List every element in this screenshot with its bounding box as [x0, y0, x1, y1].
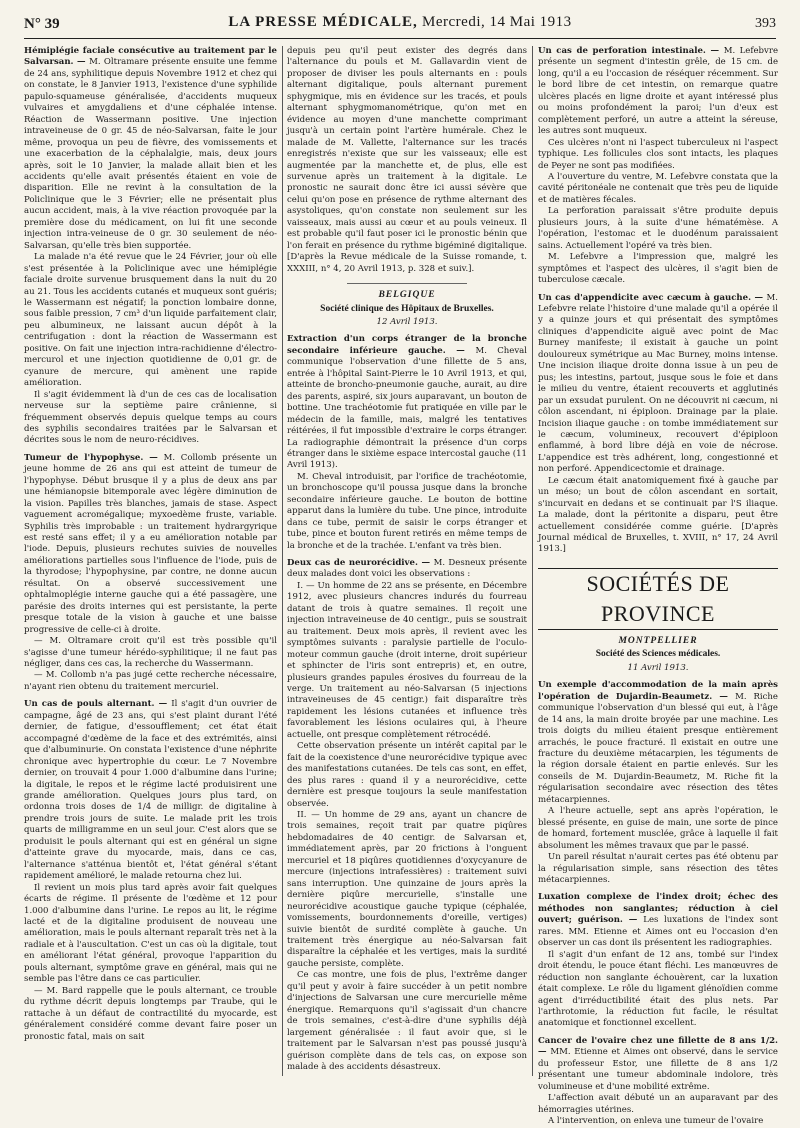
article-paragraph: Ces ulcères n'ont ni l'aspect tuberculeux ni l'aspect typhique. Les follicules clos sont intacts, les plaques de Peyer ne sont pas modifiées.	[538, 137, 778, 171]
article-paragraph: Il s'agit évidemment là d'un de ces cas de localisation nerveuse sur la septième paire crânienne, si fréquemment observés depuis quelque temps au cours des syphilis secondaires traitées par le Salvarsan et décrites sous le nom de neuro-récidives.	[24, 389, 277, 446]
article-paragraph-lead: Deux cas de neurorécidive. — M. Desneux présente deux malades dont voici les observations :	[287, 558, 527, 580]
article-paragraph: II. — Un homme de 29 ans, ayant un chancre de trois semaines, reçoit trait par quatre piqûres hebdomadaires de 40 centigr. de Salvarsan et, immédiatement après, par 20 frictions à l'onguent mercuriel et 18 piqûres quotidiennes d'oxycyanure de mercure (injections intrafessières) : traitement suivi sans interruption. Une quinzaine de jours après la dernière piqûre mercurielle, s'installe une neurorécidive acoustique gauche typique (céphalée, vomissements, bourdonnements d'oreille, vertiges) suivie bientôt de surdité complète à gauche. Un traitement très énergique au néo-Salvarsan fait disparaître la céphalée et les vertiges, mais la surdité gauche persiste, complète.	[287, 810, 527, 969]
article-paragraph: Il revient un mois plus tard après avoir fait quelques écarts de régime. Il présente de l'œdème et 12 pour 1.000 d'albumine dans l'urine. Le repos au lit, le régime lacté et de la digitaline produisent de nouveau une amélioration, mais le pouls alternant reparaît très net à la radiale et à l'auscultation. C'est un cas où la digitale, tout en améliorant l'état général, provoque l'apparition du pouls alternant, symptôme grave en général, mais qui ne semble pas l'être dans ce cas particulier.	[24, 882, 277, 985]
article-paragraph: — M. Bard rappelle que le pouls alternant, ce trouble du rythme décrit depuis longtemps par Traube, qui le rattache à un défaut de contractilité du myocarde, est généralement considéré comme devant faire poser un pronostic fatal, mais on sait	[24, 985, 277, 1042]
article-paragraph: A l'heure actuelle, sept ans après l'opération, le blessé présente, en guise de main, une sorte de pince de homard, fortement musclée, grâce à laquelle il fait absolument les mêmes travaux que par le passé.	[538, 806, 778, 851]
article-paragraph: Un pareil résultat n'aurait certes pas été obtenu par la régularisation simple, sans résection des têtes métacarpiennes.	[538, 852, 778, 885]
article-paragraph: A l'intervention, on enleva une tumeur de l'ovaire	[548, 1116, 764, 1127]
article-title: Tumeur de l'hypophyse. —	[24, 452, 164, 463]
journal-title	[24, 14, 776, 31]
article-title: Un exemple d'accommodation de la main après l'opération de Dujardin-Beaumetz. —	[538, 680, 778, 702]
article-paragraph: M. Lefebvre a l'impression que, malgré les symptômes et l'aspect des ulcères, il s'agit bien de tuberculose cæcale.	[538, 252, 778, 286]
issue-date: Mercredi, 14 Mai 1913	[422, 14, 572, 30]
article-paragraph: Il s'agit d'un enfant de 12 ans, tombé sur l'index droit étendu, le pouce étant fléchi. Les manœuvres de réduction non sanglante échouèrent, car la luxation était complexe. Le rôle du ligament glénoïdien comme agent d'irréductibilité était des plus nets. Par l'arthrotomie, la réduction fut facile, le résultat anatomique et fonctionnel excellent.	[538, 949, 778, 1029]
page-number: 393	[755, 16, 776, 31]
article-paragraph-lead: Extraction d'un corps étranger de la bronche secondaire inférieure gauche. — M. Cheval communique l'observation d'une fillette de 5 ans, entrée à l'hôpital Saint-Pierre le 10 Avril 1913, et qui, atteinte de broncho-pneumonie gauche, aurait, au dire des parents, aspiré, six jours auparavant, un bouton de bottine. Une trachéotomie fut pratiquée en ville par le médecin de la famille, mais, malgré les tentatives réitérées, il fut impossible d'extraire le corps étranger. La radiographie démontrait la présence d'un corps étranger dans le sixième espace intercostal gauche (11 Avril 1913).	[287, 334, 527, 471]
article-paragraph: I. — Un homme de 22 ans se présente, en Décembre 1912, avec plusieurs chancres indurés du fourreau datant de trois à quatre semaines. Il reçoit une injection intraveineuse de 40 centigr., puis se soustrait au traitement. Deux mois après, il revient avec les symptômes suivants : paralysie partielle de l'oculo-moteur commun gauche (droit interne, droit supérieur et sphincter de l'iris sont entrepris) et, en outre, plusieurs grandes papules érosives du fourreau de la verge. Un traitement au néo-Salvarsan (5 injections intraveineuses de 45 centigr.) fait disparaître très rapidement les lésions cutanées et influence très favorablement les lésions oculaires qui, à l'heure actuelle, ont presque complètement rétrocédé.	[287, 580, 527, 740]
column-divider	[282, 46, 283, 1076]
article-paragraph-lead: Luxation complexe de l'index droit; échec des méthodes non sanglantes; réduction à ciel ouvert; guérison. — Les luxations de l'index sont rares. MM. Etienne et Aimes ont eu l'occasion d'en observer un cas dont ils présentent les radiographies.	[538, 892, 778, 949]
article-title: Un cas de pouls alternant. —	[24, 699, 172, 710]
article-paragraph: La perforation paraissait s'être produite depuis plusieurs jours, à la suite d'une hématémèse. A l'opération, l'estomac et le duodénum paraissaient sains. Actuellement l'opéré va très bien.	[538, 206, 778, 251]
column-2	[287, 46, 527, 1076]
column-divider	[532, 46, 533, 1076]
article-title: Un cas de perforation intestinale. —	[538, 46, 724, 56]
article-paragraph-lead: Cancer de l'ovaire chez une fillette de 8 ans 1/2. — MM. Etienne et Aimes ont observé, dans le service du professeur Estor, une fillette de 8 ans 1/2 présentant une tumeur abdominale indolore, très volumineuse et d'une mobilité extrême.	[538, 1035, 778, 1092]
article-paragraph: L'affection avait débuté un an auparavant par des hémorragies utérines.	[538, 1093, 778, 1115]
article-paragraph-lead: Tumeur de l'hypophyse. — M. Collomb présente un jeune homme de 26 ans qui est atteint de tumeur de l'hypophyse. Début brusque il y a plus de deux ans par une hémianopsie bitemporale avec légère diminution de la vision. Papilles très blanches, jamais de stase. Aspect vaguement acromégalique; myxoedème fruste, variable. Syphilis très improbable : un traitement hydrargyrique est resté sans effet; il y a eu amélioration notable par l'iode. Depuis, plusieurs rechutes suivies de nouvelles améliorations partielles sous l'influence de l'iode, puis de la thyrodose; l'hypophysine, par contre, ne donne aucun résultat. On a observé successivement une ophtalmoplégie interne gauche qui a été passagère, une parésie des droits internes qui est persistante, la perte presque totale de la vision à gauche et une baisse progressive de celle-ci à droite.	[24, 452, 278, 635]
section-country-heading: MONTPELLIER	[618, 635, 698, 646]
article-paragraph: A l'ouverture du ventre, M. Lefebvre constata que la cavité péritonéale ne contenait que très peu de liquide et de matières fécales.	[538, 171, 778, 205]
article-title: Deux cas de neurorécidive. —	[287, 558, 434, 569]
separator	[347, 283, 467, 284]
article-paragraph: M. Cheval introduisit, par l'orifice de trachéotomie, un bronchoscope qu'il poussa jusque dans la bronche secondaire inférieure gauche. Le bouton de bottine apparut dans la lumière du tube. Une pince, introduite dans ce tube, permit de saisir le corps étranger et tube, pince et bouton furent retirés en même temps de la bronche et de la trachée. L'enfant va très bien.	[287, 471, 527, 551]
article-paragraph: Cette observation présente un intérêt capital par le fait de la coexistence d'une neurorécidive typique avec des manifestations cutanées. De tels cas sont, en effet, des plus rares : quand il y a neurorécidive, cette dernière est presque toujours la seule manifestation observée.	[287, 741, 527, 809]
article-paragraph: — M. Oltramare croit qu'il est très possible qu'il s'agisse d'une tumeur hérédo-syphilitique; il ne faut pas négliger, dans ces cas, la recherche du Wassermann.	[24, 636, 277, 670]
society-heading: Société des Sciences médicales.	[595, 649, 721, 660]
article-title: Un cas d'appendicite avec cæcum à gauche. —	[538, 292, 767, 303]
society-heading: Société clinique des Hôpitaux de Bruxelles.	[320, 303, 494, 314]
section-country-heading: BELGIQUE	[378, 290, 436, 301]
article-paragraph-lead: Hémiplégie faciale consécutive au traitement par le Salvarsan. — M. Oltramare présente ensuite une femme de 24 ans, syphilitique depuis Novembre 1912 et chez qui on constate, le 8 Janvier 1913, l'existence d'une syphilide papulo-squameuse généralisée, d'accidents muqueux vulvaires et amygdaliens et d'une céphalée intense. Réaction de Wassermann positive. Une injection intraveineuse de 0 gr. 45 de néo-Salvarsan, faite le jour même, provoqua un peu de fièvre, des vomissements et une exacerbation de la céphalalgie, mais, deux jours après, soit le 10 Janvier, la malade allait bien et les accidents qu'elle avait présentés étaient en voie de disparition. Elle ne revint à la consultation de la Policlinique que le 3 Février; elle ne présentait plus aucun accident, mais, à la vive réaction provoquée par la première dose du médicament, on lui fit une seconde injection intra-veineuse de 0 gr. 30 seulement de néo-Salvarsan, qu'elle très bien supportée.	[24, 46, 277, 251]
journal-name: LA PRESSE MÉDICALE,	[228, 14, 418, 30]
article-title: Luxation complexe de l'index droit; échec des méthodes non sanglantes; réduction à ciel ouvert; guérison. —	[538, 892, 778, 926]
article-title: Cancer de l'ovaire chez une fillette de 8 ans 1/2. —	[538, 1035, 778, 1058]
session-date: 12 Avril 1913.	[376, 316, 438, 327]
article-paragraph-lead: Un cas d'appendicite avec cæcum à gauche. — M. Lefebvre relate l'histoire d'une malade qu'il a opérée il y a quinze jours et qui présentait des symptômes cliniques d'appendicite aiguë avec point de Mac Burney manifeste; il existait à gauche un point douloureux symétrique au Mac Burney, moins intense. Une incision iliaque droite donna issue à un peu de pus; les intestins, partout, jusque sous le foie et dans le milieu du ventre, étaient recouverts et agglutinés par un exsudat purulent. On ne découvrit ni cæcum, ni côlon ascendant, ni épiploon. Drainage par la plaie. Incision iliaque gauche : on tombe immédiatement sur le cæcum, volumineux, recouvert d'épiploon enflammé, à bord libre déjà en voie de nécrose. L'appendice est très adhérent, long, congestionné et non perforé. Appendicectomie et drainage.	[538, 292, 778, 475]
session-date: 11 Avril 1913.	[627, 662, 689, 673]
article-paragraph-lead: Un cas de pouls alternant. — Il s'agit d'un ouvrier de campagne, âgé de 23 ans, qui s'est plaint durant l'été dernier, de fatigue, d'essoufflement; cet état était accompagné d'œdème de la face et des extrémités, ainsi que d'albuminurie. On constata l'existence d'une néphrite chronique avec hypertrophie du cœur. Le 7 Novembre dernier, on trouvait 4 pour 1.000 d'albumine dans l'urine; la digitale, le repos et le régime lacté produisirent une grande amélioration. Quelques jours plus tard, on ordonna trois doses de 1/4 de milligr. de digitaline à prendre trois jours de suite. Le malade prit les trois quarts de milligramme en un seul jour. C'est alors que se produisit le pouls alternant qui est en général un signe d'atteinte grave du myocarde, mais, dans ce cas, l'alternance s'atténua bientôt et, l'état général s'étant rapidement amélioré, le malade retourna chez lui.	[24, 699, 277, 882]
issue-number: N° 39	[24, 16, 60, 32]
column-3	[538, 46, 778, 1127]
section-band-heading: SOCIÉTÉS DE PROVINCE	[538, 568, 778, 630]
article-paragraph: depuis peu qu'il peut exister des degrés dans l'alternance du pouls et M. Gallavardin vient de proposer de diviser les pouls alternants en : pouls alternant digitalique, pouls alternant purement sphygmique, mis en évidence sur les tracés, et pouls alternant sphygmomanométrique, qu'on met en évidence au moyen d'une manchette comprimant jusqu'à un certain point l'artère humérale. Chez le malade de M. Vallette, l'alternance sur les tracés enregistrés n'existe que sur les vaisseaux; elle est augmentée par la manchette et, de plus, elle est survenue après un traitement à la digitale. Le pronostic ne saurait donc être ici aussi sévère que celui qu'on pose en présence de rythme alternant des asystoliques, qu'on constate non seulement sur les vaisseaux, mais aussi au cœur et au pouls veineux. Il est probable qu'il faut poser ici le pronostic bénin que l'on ferait en présence du rythme bigéminé digitalique. [D'après la Revue médicale de la Suisse romande, t. XXXIII, n° 4, 20 Avril 1913, p. 328 et suiv.].	[287, 46, 527, 274]
article-title: Extraction d'un corps étranger de la bronche secondaire inférieure gauche. —	[287, 334, 527, 356]
article-paragraph: La malade n'a été revue que le 24 Février, jour où elle s'est présentée à la Policlinique avec une hémiplégie faciale droite survenue brusquement dans la nuit du 20 au 21. Tous les accidents cutanés et muqueux sont guéris; le Wassermann est négatif; la ponction lombaire donne, sous faible pression, 7 cm³ d'un liquide parfaitement clair, peu albumineux, ne laissant aucun dépôt à la centrifugation : dont la réaction de Wassermann est positive. On fait une injection intra-rachidienne d'électro-mercurol et une injection quotidienne de 0,01 gr. de cyanure de mercure, qui amènent une rapide amélioration.	[24, 252, 277, 389]
article-paragraph: — M. Collomb n'a pas jugé cette recherche nécessaire, n'ayant rien obtenu du traitement mercuriel.	[24, 670, 277, 692]
article-paragraph-lead: Un exemple d'accommodation de la main après l'opération de Dujardin-Beaumetz. — M. Riche communique l'observation d'un blessé qui eut, à l'âge de 14 ans, la main droite broyée par une machine. Les trois doigts du milieu étaient presque entièrement arrachés, le pouce fracturé. Il existait en outre une fracture du deuxième métacarpien, les téguments de la région dorsale étaient en partie enlevés. Sur les conseils de M. Dujardin-Beaumetz, M. Riche fit la régularisation secondaire avec résection des têtes métacarpiennes.	[538, 680, 778, 805]
article-paragraph-lead: Un cas de perforation intestinale. — M. Lefebvre présente un segment d'intestin grêle, de 15 cm. de long, qu'il a eu l'occasion de réséquer récemment. Sur le bord libre de cet intestin, on remarque quatre ulcères placés en ligne droite et ayant intéressé plus ou moins profondément la paroi; l'un d'eux est complètement perforé, un autre a atteint la séreuse, les autres sont muqueux.	[538, 46, 778, 137]
column-1	[24, 46, 277, 1076]
page-header	[24, 12, 776, 39]
article-paragraph: Ce cas montre, une fois de plus, l'extrême danger qu'il peut y avoir à faire succéder à un petit nombre d'injections de Salvarsan une cure mercurielle même énergique. Remarquons qu'il s'agissait d'un chancre de trois semaines, c'est-à-dire d'une syphilis déjà largement généralisée : il faut avoir que, si le traitement par le Salvarsan n'est pas poussé jusqu'à guérison complète dans de tels cas, on expose son malade à des accidents désastreux.	[287, 970, 527, 1072]
article-paragraph: Le cæcum était anatomiquement fixé à gauche par un méso; un bout de côlon ascendant en sortait, s'incurvait en dedans et se continuait par l'S iliaque. La malade, dont la péritonite a disparu, peut être actuellement considérée comme guérie. [D'après Journal médical de Bruxelles, t. XVIII, n° 17, 24 Avril 1913.]	[538, 475, 778, 555]
article-title: Hémiplégie faciale consécutive au traitement par le Salvarsan. —	[24, 46, 277, 68]
